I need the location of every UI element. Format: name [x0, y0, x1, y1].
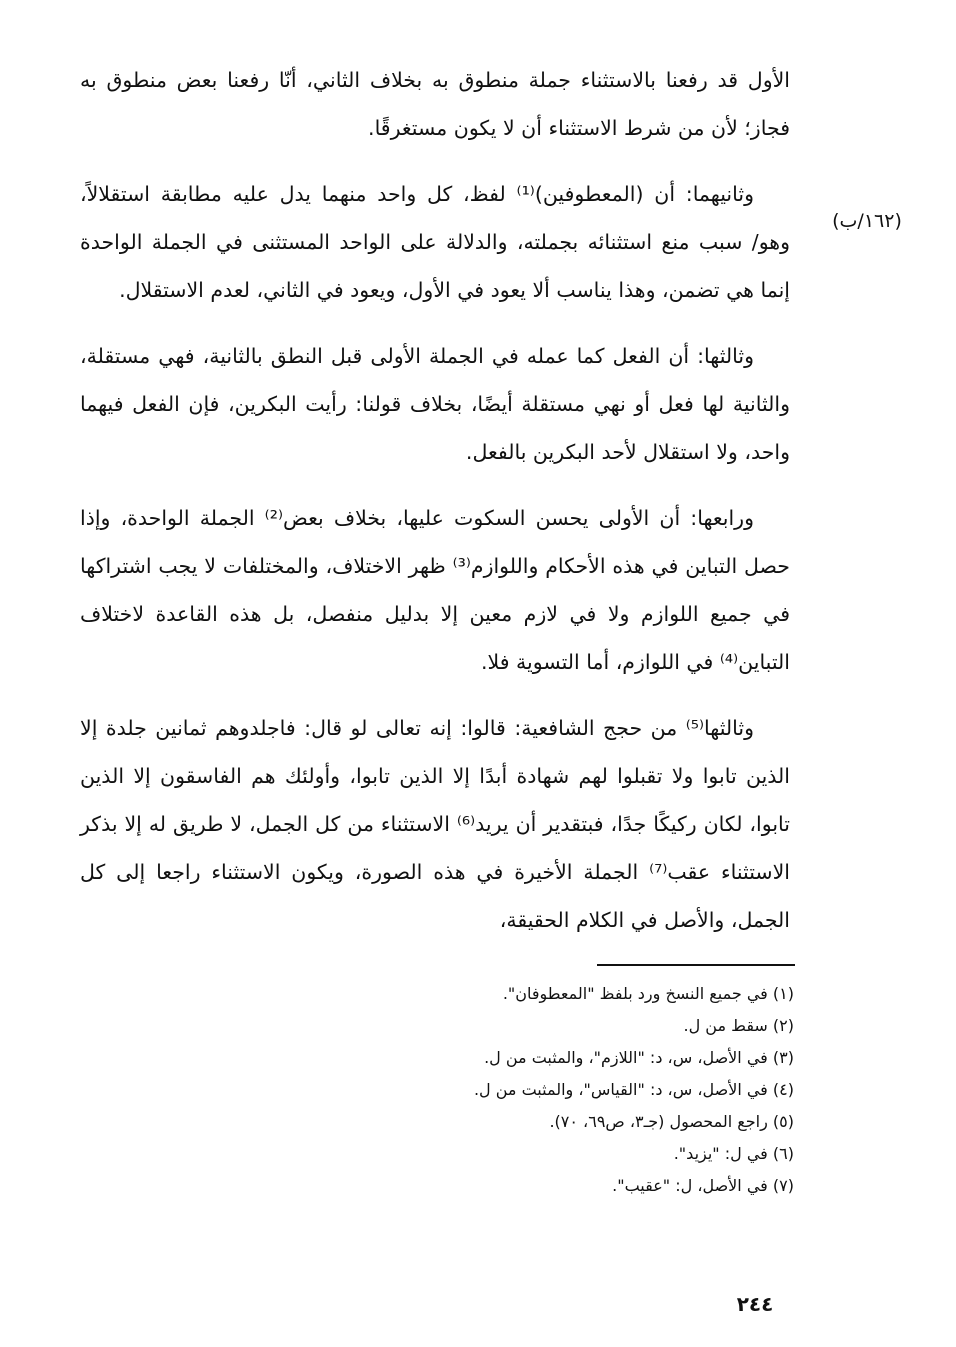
folio-margin-note: (١٦٢/ب)	[832, 210, 902, 232]
footnote-1: (١) في جميع النسخ ورد بلفظ "المعطوفان".	[502, 984, 794, 1003]
footnote-4: (٤) في الأصل، س، د: "القياس"، والمثبت من ل.	[473, 1080, 794, 1099]
footnote-6: (٦) في ل: "يزيد".	[673, 1144, 794, 1163]
footnote-5: (٥) راجع المحصول (جـ٣، ص٦٩، ٧٠).	[549, 1112, 794, 1131]
paragraph-2: وثانيهما: أن (المعطوفين)⁽¹⁾ لفظ، كل واحد منهما يدل عليه مطابقة استقلالاً، وهو/ سبب منع استثنائه بجملته، والدلالة على الواحد المستثنى في الجملة الواحدة إنما هي تضمن، وهذا يناسب ألا يعود في الأول، ويعود في الثاني، لعدم الاستقلال.	[80, 182, 790, 302]
footnotes-list	[380, 978, 794, 1202]
footnote-3: (٣) في الأصل، س، د: "اللازم"، والمثبت من ل.	[484, 1048, 794, 1067]
footnote-7: (٧) في الأصل، ل: "عقيب".	[612, 1176, 794, 1195]
main-text	[80, 56, 790, 944]
paragraph-5: وثالثها⁽⁵⁾ من حجج الشافعية: قالوا: إنه تعالى لو قال: فاجلدوهم ثمانين جلدة إلا الذين تابوا ولا تقبلوا لهم شهادة أبدًا إلا الذين تابوا، وأولئك هم الفاسقون إلا الذين تابوا، لكان ركيكًا جدًا، فبتقدير أن يريد⁽⁶⁾ الاستثناء من كل الجمل، لا طريق له إلا بذكر الاستثناء عقب⁽⁷⁾ الجملة الأخيرة في هذه الصورة، ويكون الاستثناء راجعا إلى كل الجمل، والأصل في الكلام الحقيقة،	[80, 716, 790, 932]
paragraph-4: ورابعها: أن الأولى يحسن السكوت عليها، بخلاف بعض⁽²⁾ الجملة الواحدة، وإذا حصل التباين في هذه الأحكام واللوازم⁽³⁾ ظهر الاختلاف، والمختلفات لا يجب اشتراكها في جميع اللوازم ولا في لازم معين إلا بدليل منفصل، بل هذه القاعدة لاختلاف التباين⁽⁴⁾ في اللوازم، أما التسوية فلا.	[80, 506, 790, 674]
paragraph-3: وثالثها: أن الفعل كما عمله في الجملة الأولى قبل النطق بالثانية، فهي مستقلة، والثانية لها فعل أو نهي مستقلة أيضًا، بخلاف قولنا: رأيت البكرين، فإن الفعل فيهما واحد، ولا استقلال لأحد البكرين بالفعل.	[80, 344, 790, 464]
footnote-2: (٢) سقط من ل.	[683, 1016, 794, 1035]
page-number: ٢٤٤	[736, 1292, 774, 1316]
footnote-divider	[597, 964, 795, 966]
paragraph-1: الأول قد رفعنا بالاستثناء جملة منطوق به بخلاف الثاني، أنّا رفعنا بعض منطوق به فجاز؛ لأن من شرط الاستثناء أن لا يكون مستغرقًا.	[80, 68, 790, 140]
